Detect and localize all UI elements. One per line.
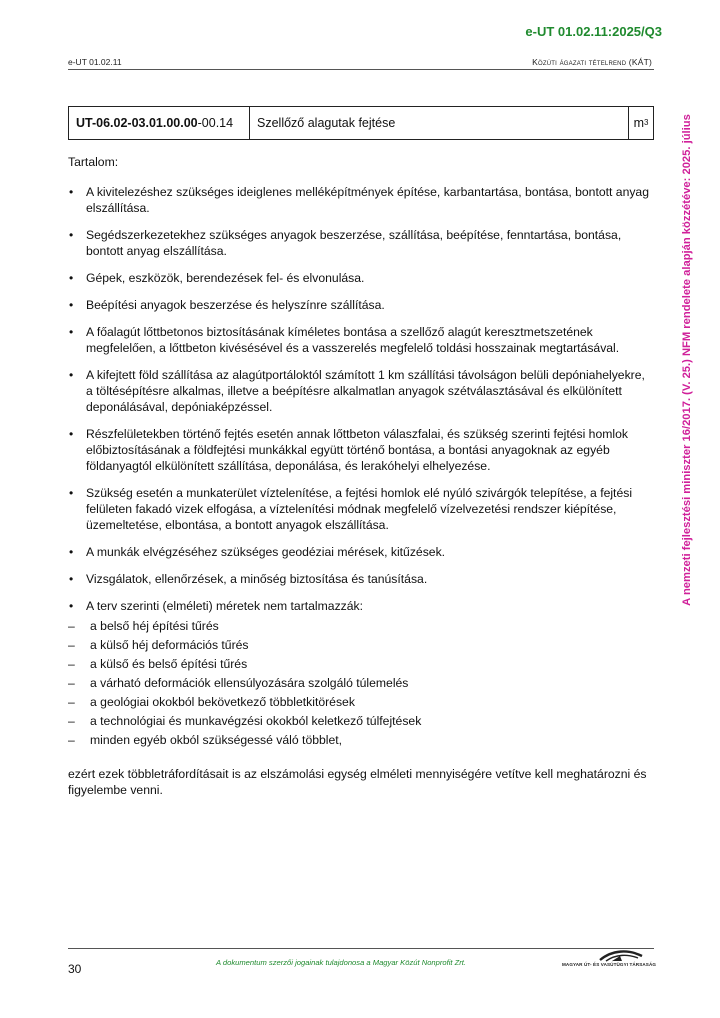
footer-divider — [68, 948, 654, 949]
bullet-item: • A terv szerinti (elméleti) méretek nem tartalmazzák: — [68, 598, 654, 614]
header-divider — [68, 69, 654, 70]
dash-item: – a várható deformációk ellensúlyozására szolgáló túlemelés — [68, 675, 654, 691]
item-name-cell: Szellőző alagutak fejtése — [250, 107, 629, 139]
page-number: 30 — [68, 962, 82, 976]
unit-base: m — [633, 116, 644, 130]
bullet-item: • Gépek, eszközök, berendezések fel- és elvonulása. — [68, 270, 654, 286]
item-unit-cell: m 3 — [633, 116, 649, 130]
dash-item: – a külső és belső építési tűrés — [68, 656, 654, 672]
content-title: Tartalom: — [68, 155, 119, 169]
bullet-item: • A munkák elvégzéséhez szükséges geodéziai mérések, kitűzések. — [68, 544, 654, 560]
bullet-item: • A főalagút lőttbetonos biztosításának kíméletes bontása a szellőző alagút keresztmetszetének megfelelően, a lőttbeton kivésésével és a vasszerelés megfelelő toldási hosszainak megtartásával. — [68, 324, 654, 356]
bullet-item: • Vizsgálatok, ellenőrzések, a minőség biztosítása és tanúsítása. — [68, 571, 654, 587]
bullet-item: • Szükség esetén a munkaterület víztelenítése, a fejtési homlok elé nyúló szivárgók telepítése, a fejtési felületen fakadó vizek elfogása, a víztelenítési módnak megfelelő vízelvezetési rendszer kiépítése, üzemeltetése, elbontása, a bontott anyagok elszállítása. — [68, 485, 654, 533]
side-publication-note — [680, 96, 694, 624]
society-logo-text: MAGYAR ÚT- ÉS VASÚTÜGYI TÁRSASÁG — [562, 962, 657, 967]
dash-item: – a geológiai okokból bekövetkező többletkitörések — [68, 694, 654, 710]
bullet-item: • Beépítési anyagok beszerzése és helyszínre szállítása. — [68, 297, 654, 313]
dash-item: – a technológiai és munkavégzési okokból keletkező túlfejtések — [68, 713, 654, 729]
document-code-top: e-UT 01.02.11:2025/Q3 — [525, 24, 662, 39]
item-code-suffix: -00.14 — [197, 116, 234, 130]
item-header-table — [68, 106, 654, 140]
content-bullet-list — [68, 184, 654, 614]
society-logo-icon — [562, 950, 657, 972]
side-publication-text: A nemzeti fejlesztési miniszter 16/2017. (V. 25.) NFM rendelete alapján közzétéve: 2025. július — [681, 114, 693, 606]
content-section — [68, 154, 654, 798]
dash-item: – minden egyéb okból szükségessé váló többlet, — [68, 732, 654, 748]
header-doc-series: Közúti ágazati tételrend (KÁT) — [532, 57, 652, 67]
bullet-item: • Segédszerkezetekhez szükséges anyagok beszerzése, szállítása, beépítése, fenntartása, bontása, bontott anyag elszállítása. — [68, 227, 654, 259]
copyright-notice: A dokumentum szerzői jogainak tulajdonosa a Magyar Közút Nonprofit Zrt. — [216, 958, 467, 967]
dash-item: – a belső héj építési tűrés — [68, 618, 654, 634]
closing-paragraph: ezért ezek többletráfordításait is az elszámolási egység elméleti mennyiségére vetítve kell meghatározni és figyelembe venni. — [68, 767, 647, 797]
item-code-cell — [69, 107, 250, 139]
content-dash-list — [68, 618, 654, 748]
item-code-main: UT-06.02-03.01.00.00 — [76, 116, 198, 130]
header-doc-ref: e-UT 01.02.11 — [68, 57, 122, 67]
bullet-item: • A kifejtett föld szállítása az alagútportáloktól számított 1 km szállítási távolságon belüli depóniahelyekre, a töltésépítésre alkalmas, illetve a beépítésre alkalmatlan anyagok szétválasztásával és elkülönített deponálásával, depóniaképzéssel. — [68, 367, 654, 415]
bullet-item: • Részfelületekben történő fejtés esetén annak lőttbeton válaszfalai, és szükség szerinti fejtési homlok előbiztosításának a földfejtési munkákkal együtt történő bontása, a bontási anyagoknak az egyéb földanyagtól elkülönített szállítása, deponálása, és lerakóhelyi elhelyezése. — [68, 426, 654, 474]
bullet-item: • A kivitelezéshez szükséges ideiglenes melléképítmények építése, karbantartása, bontása, bontott anyag elszállítása. — [68, 184, 654, 216]
dash-item: – a külső héj deformációs tűrés — [68, 637, 654, 653]
